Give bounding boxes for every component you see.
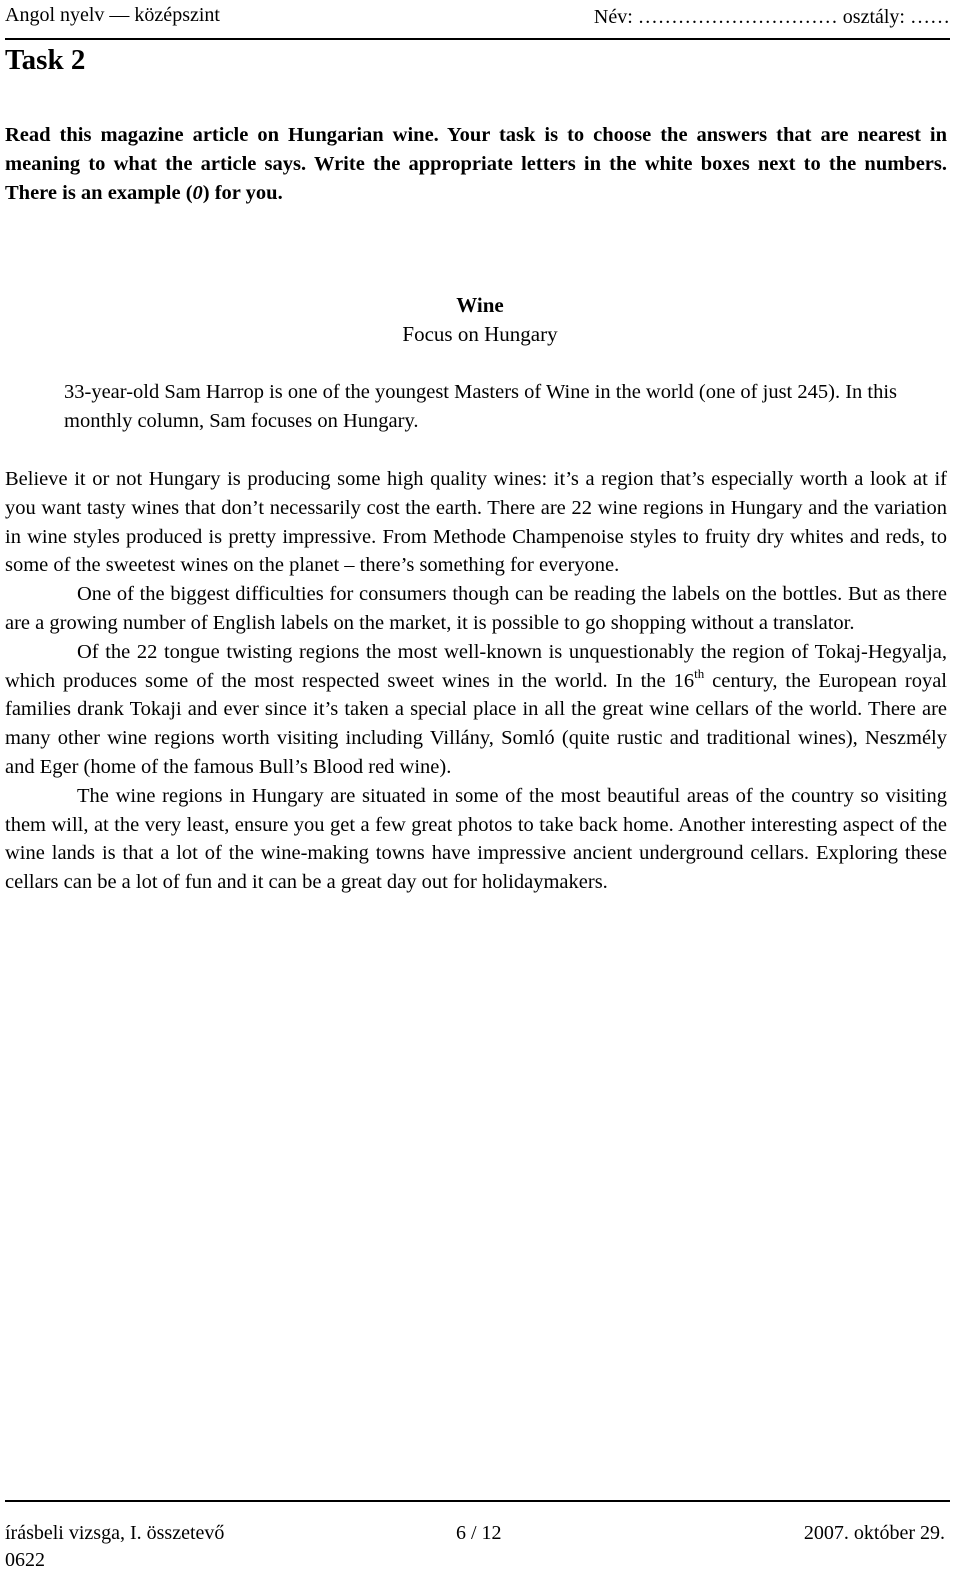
article-body [5,465,947,897]
article-intro: 33-year-old Sam Harrop is one of the youngest Masters of Wine in the world (one of just 245). In this monthly column, Sam focuses on Hungary. [64,381,898,432]
exam-date: 2007. október 29. [803,1522,945,1544]
article-title: Wine [456,293,504,317]
page-number: 6 / 12 [456,1522,502,1544]
article-paragraph-3 [5,638,947,782]
exam-code: 0622 [5,1549,45,1571]
task-instructions [5,121,947,208]
subject-level: Angol nyelv — középszint [5,4,220,26]
article-subtitle: Focus on Hungary [402,322,558,346]
task-title: Task 2 [5,44,86,76]
instructions-text-2: ) for you. [202,182,283,204]
page-header [5,0,950,40]
paragraph-3-text-2: century, the European royal families drank Tokaji and ever since it’s taken a special place in all the great wine cellars of the world. There are many other wine regions worth visiting including Villány, Somló (quite rustic and traditional wines), Neszmély and Eger (home of the famous Bull’s Blood red wine). [5,669,948,778]
instructions-text-1: Read this magazine article on Hungarian wine. Your task is to choose the answers that are nearest in meaning to what the article says. Write the appropriate letters in the white boxes next to the numbers. There is an example ( [5,124,947,204]
article-paragraph-2: One of the biggest difficulties for consumers though can be reading the labels on the bottles. But as there are a growing number of English labels on the market, it is possible to go shopping without a translator. [5,583,947,634]
example-number: 0 [192,182,203,204]
exam-section: írásbeli vizsga, I. összetevő [5,1522,225,1544]
paragraph-3-text-1: Of the 22 tongue twisting regions the most well-known is unquestionably the region of Tokaj-Hegyalja, which produces some of the most respected sweet wines in the world. In the 16 [5,640,947,692]
name-class-field: Név: ………………………… osztály: …… [593,6,950,28]
article-paragraph-4: The wine regions in Hungary are situated in some of the most beautiful areas of the country so visiting them will, at the very least, ensure you get a few great photos to take back home. Another interesting aspect of the wine lands is that a lot of the wine-making towns have impressive ancient underground cellars. Exploring these cellars can be a lot of fun and it can be a great day out for holidaymakers. [5,784,947,894]
footer-divider [5,1500,950,1502]
article-paragraph-1: Believe it or not Hungary is producing some high quality wines: it’s a region that’s especially worth a look at if you want tasty wines that don’t necessarily cost the earth. There are 22 wine regions in Hungary and the variation in wine styles produced is pretty impressive. From Methode Champenoise styles to fruity dry whites and reds, to some of the sweetest wines on the planet – there’s something for everyone. [5,468,947,577]
ordinal-superscript: th [694,665,705,681]
